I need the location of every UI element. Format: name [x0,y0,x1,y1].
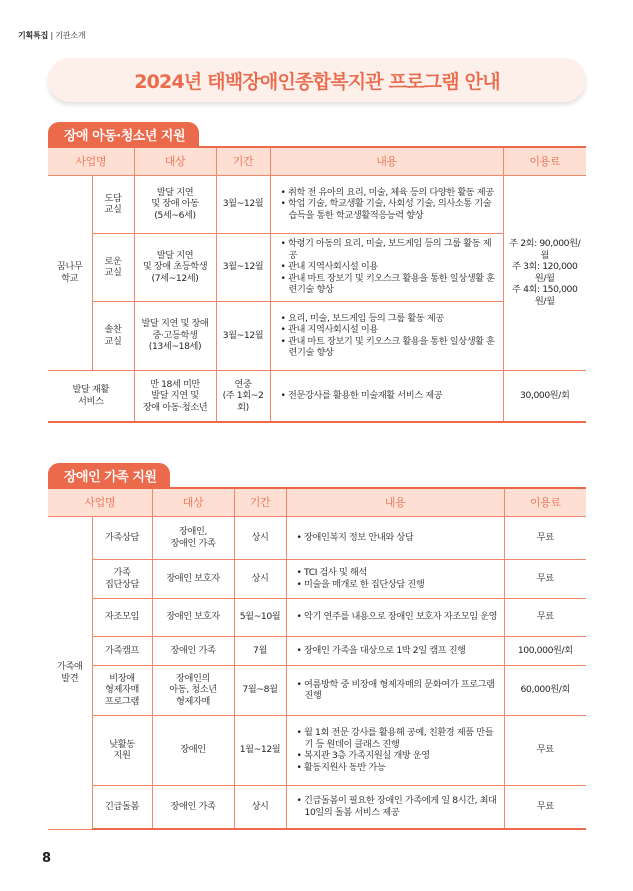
col-header-target: 대상 [134,147,216,175]
program-target: 발달 지연 및 장애 아동 (5세~6세) [134,175,216,233]
program-name: 낮활동 지원 [92,715,152,785]
program-fee: 무료 [504,559,586,598]
program-target: 장애인 [152,715,234,785]
page-title: 2024년 태백장애인종합복지관 프로그램 안내 [134,70,500,93]
program-fee: 무료 [504,516,586,559]
program-period: 상시 [234,785,286,829]
program-period: 3월~12월 [216,233,270,301]
col-header-program: 사업명 [48,147,134,175]
program-name: 긴급돌봄 [92,785,152,829]
program-fee: 100,000원/회 [504,636,586,665]
program-period: 3월~12월 [216,175,270,233]
program-period: 상시 [234,559,286,598]
program-period: 연중 (주 1회~2회) [216,370,270,422]
program-content: • 긴급돌봄이 필요한 장애인 가족에게 일 8시간, 최대 10일의 돌봄 서비스 제공 [286,785,504,829]
program-name: 가족 집단상담 [92,559,152,598]
program-content: • 취학 전 유아의 요리, 미술, 체육 등의 다양한 활동 제공 • 학업 기술, 학교생활 기술, 사회성 기술, 의사소통 기술 습득을 통한 학교생활적응능력 향상 [270,175,503,233]
program-content: • 악기 연주를 내용으로 장애인 보호자 자조모임 운영 [286,598,504,636]
program-period: 3월~12월 [216,301,270,370]
program-name: 도담 교실 [92,175,134,233]
program-fee: 60,000원/회 [504,665,586,715]
program-name: 로운 교실 [92,233,134,301]
header-tag: 기획특집 | 기관소개 [18,31,86,40]
col-header-period: 기간 [234,488,286,516]
program-name: 자조모임 [92,598,152,636]
program-period: 5월~10월 [234,598,286,636]
section-title-family: 장애인 가족 지원 [48,463,170,487]
program-target: 발달 지연 및 장애 중·고등학생 (13세~18세) [134,301,216,370]
family-support-table [48,487,586,830]
program-period: 7월~8월 [234,665,286,715]
program-target: 장애인의 아동, 청소년 형제자매 [152,665,234,715]
program-target: 장애인, 장애인 가족 [152,516,234,559]
col-header-fee: 이용료 [504,488,586,516]
program-target: 장애인 가족 [152,785,234,829]
program-name: 가족상담 [92,516,152,559]
program-content: • 전문강사를 활용한 미술재활 서비스 제공 [270,370,503,422]
program-content: • TCI 검사 및 해석 • 미술을 매개로 한 집단상담 진행 [286,559,504,598]
program-group: 가족애 발견 [48,516,92,829]
program-fee-group: 주 2회: 90,000원/월 주 3회: 120,000원/월 주 4회: 150,000원/월 [503,175,586,370]
program-name: 가족캠프 [92,636,152,665]
col-header-program: 사업명 [48,488,152,516]
program-period: 1월~12월 [234,715,286,785]
program-target: 만 18세 미만 발달 지연 및 장애 아동·청소년 [134,370,216,422]
program-target: 장애인 가족 [152,636,234,665]
program-content: • 장애인 가족을 대상으로 1박 2일 캠프 진행 [286,636,504,665]
col-header-content: 내용 [286,488,504,516]
program-fee: 무료 [504,598,586,636]
program-target: 장애인 보호자 [152,559,234,598]
program-content: • 요리, 미술, 보드게임 등의 그룹 활동 제공 • 관내 지역사회시설 이용 • 관내 마트 장보기 및 키오스크 활용을 통한 일상생활 훈련기술 향상 [270,301,503,370]
program-fee: 무료 [504,715,586,785]
program-name: 발달 재활 서비스 [48,370,134,422]
col-header-fee: 이용료 [503,147,586,175]
col-header-period: 기간 [216,147,270,175]
program-period: 7월 [234,636,286,665]
col-header-target: 대상 [152,488,234,516]
col-header-content: 내용 [270,147,503,175]
program-name: 솔찬 교실 [92,301,134,370]
page-number: 8 [42,851,52,866]
program-group: 꿈나무 학교 [48,175,92,370]
program-content: • 월 1회 전문 강사를 활용해 공예, 친환경 제품 만들기 등 원데이 클래스 진행 • 복지관 3층 가족지원실 개방 운영 • 활동지원사 동반 가능 [286,715,504,785]
program-period: 상시 [234,516,286,559]
program-content: • 학령기 아동의 요리, 미술, 보드게임 등의 그룹 활동 제공 • 관내 지역사회시설 이용 • 관내 마트 장보기 및 키오스크 활용을 통한 일상생활 훈련기술 향상 [270,233,503,301]
page-title-bar [48,58,586,102]
program-fee: 무료 [504,785,586,829]
program-target: 장애인 보호자 [152,598,234,636]
program-fee: 30,000원/회 [503,370,586,422]
program-target: 발달 지연 및 장애 초등학생 (7세~12세) [134,233,216,301]
section-title-youth: 장애 아동·청소년 지원 [48,122,199,146]
program-content: • 장애인복지 정보 안내와 상담 [286,516,504,559]
youth-support-table [48,146,586,423]
program-name: 비장애 형제자매 프로그램 [92,665,152,715]
program-content: • 여름방학 중 비장애 형제자매의 문화여가 프로그램 진행 [286,665,504,715]
